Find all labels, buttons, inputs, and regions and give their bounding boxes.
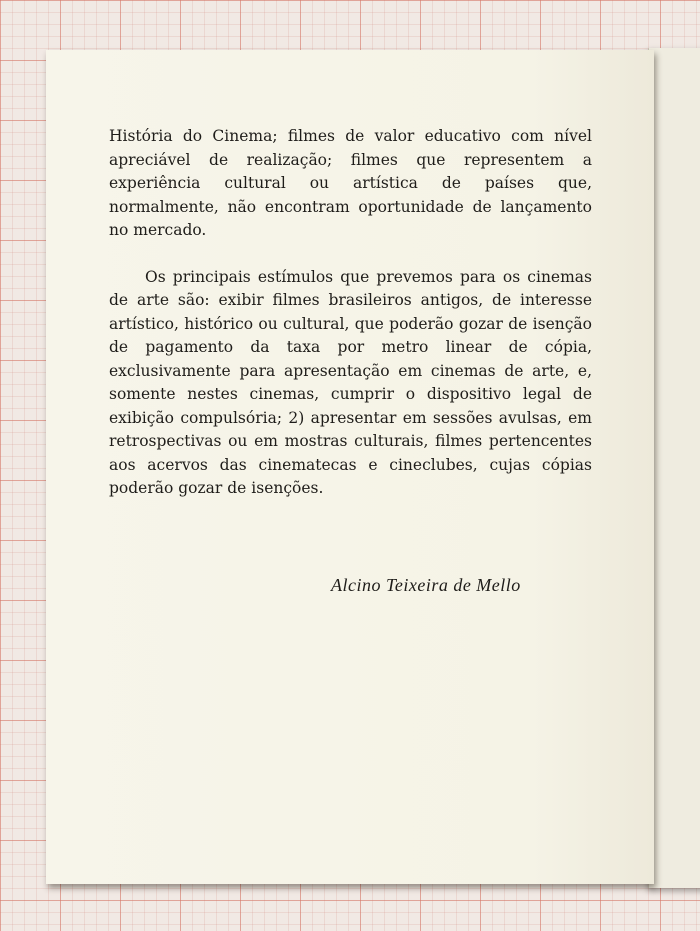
- author-signature: Alcino Teixeira de Mello: [331, 575, 521, 595]
- body-text: [109, 125, 592, 501]
- adjacent-page-edge: [648, 48, 700, 888]
- document-page: [46, 50, 654, 884]
- paragraph-2: Os principais estímulos que prevemos para os cinemas de arte são: exibir filmes brasileiros antigos, de interesse artístico, histórico ou cultural, que poderão gozar de isenção de pagamento da taxa por metro linear de cópia, exclusivamente para apresentação em cinemas de arte, e, somente nestes cinemas, cumprir o dispositivo legal de exibição compulsória; 2) apresentar em sessões avulsas, em retrospectivas ou em mostras culturais, filmes pertencentes aos acervos das cinematecas e cineclubes, cujas cópias poderão gozar de isenções.: [109, 267, 592, 497]
- paragraph-1: História do Cinema; filmes de valor educativo com nível apreciável de realização; filmes que representem a experiência cultural ou artística de países que, normalmente, não encontram oportunidade de lançamento no mercado.: [109, 127, 592, 239]
